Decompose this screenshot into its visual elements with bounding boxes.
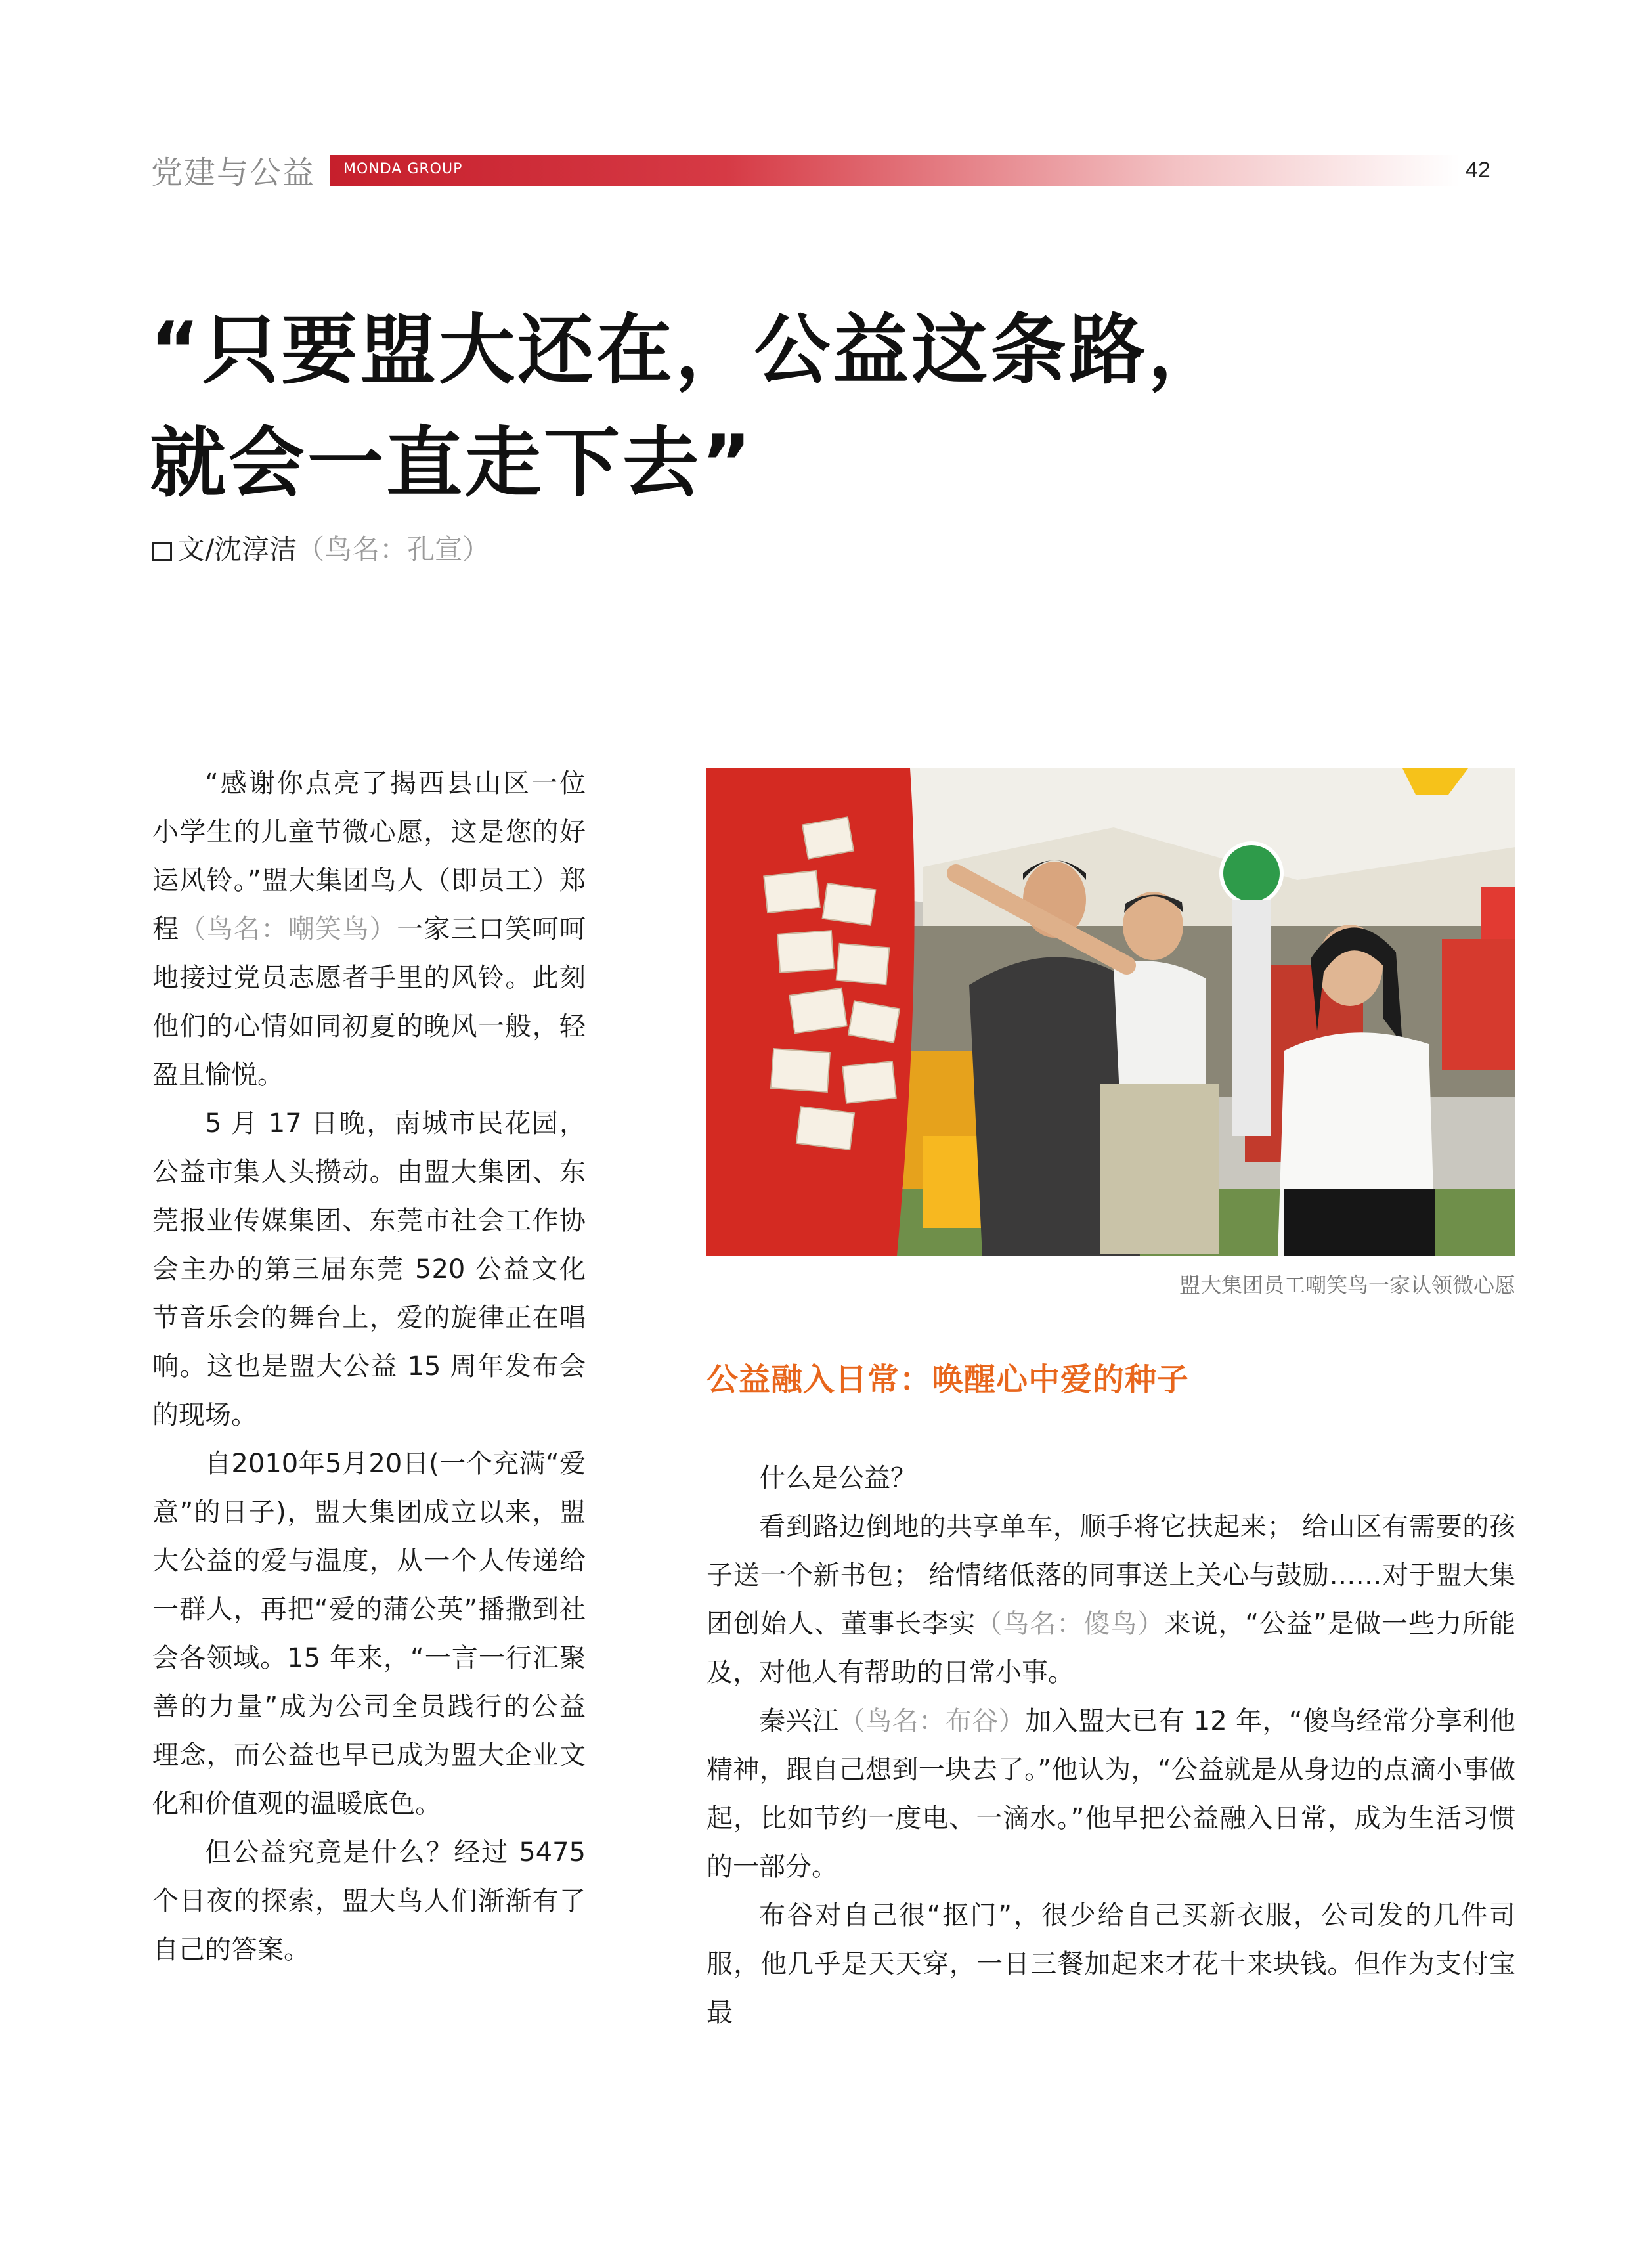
square-icon [152, 542, 172, 561]
body-paragraph [152, 1099, 586, 1439]
paragraph-text: 5 月 17 日晚，南城市民花园，公益市集人头攒动。由盟大集团、东莞报业传媒集团、东莞市社会工作协会主办的第三届东莞 520 公益文化节音乐会的舞台上，爱的旋律正在唱响。这也是盟大公益 15 周年发布会的现场。 [152, 1108, 586, 1430]
section-subheading: 公益融入日常：唤醒心中爱的种子 [706, 1361, 1190, 1398]
bird-name-alias: （鸟名：嘲笑鸟） [179, 914, 397, 944]
header-bar [330, 155, 1460, 186]
left-column [152, 759, 586, 1974]
brand-label: MONDA GROUP [343, 161, 463, 177]
article-photo [706, 768, 1515, 1256]
bird-name-alias: （鸟名：布谷） [838, 1706, 1026, 1736]
body-paragraph [706, 1891, 1515, 2037]
article-title-line-2: 就会一直走下去” [150, 419, 754, 508]
paragraph-text: 布谷对自己很“抠门”，很少给自己买新衣服，公司发的几件司服，他几乎是天天穿，一日三餐加起来才花十来块钱。但作为支付宝最 [706, 1900, 1515, 2028]
paragraph-text: 来说，“公益”是做一些力所能及，对他人有帮助的日常小事。 [706, 1609, 1516, 1688]
byline [152, 528, 490, 567]
body-paragraph [706, 1454, 1515, 1502]
section-label: 党建与公益 [151, 154, 316, 191]
paragraph-text: 加入盟大已有 12 年，“傻鸟经常分享利他精神，跟自己想到一块去了。”他认为，“公益就是从身边的点滴小事做起，比如节约一度电、一滴水。”他早把公益融入日常，成为生活习惯的一部分。 [706, 1706, 1515, 1882]
byline-alias: （鸟名：孔宣） [297, 533, 490, 565]
paragraph-text: 自2010年5月20日(一个充满“爱意”的日子)，盟大集团成立以来，盟大公益的爱与温度，从一个人传递给一群人，再把“爱的蒲公英”播撒到社会各领域。15 年来，“一言一行汇聚善的力量”成为公司全员践行的公益理念，而公益也早已成为盟大企业文化和价值观的温暖底色。 [152, 1449, 586, 1819]
body-paragraph [152, 1439, 586, 1828]
paragraph-text: 什么是公益？ [759, 1463, 917, 1493]
photo-caption: 盟大集团员工嘲笑鸟一家认领微心愿 [1179, 1273, 1515, 1298]
body-paragraph [152, 759, 586, 1099]
body-paragraph [152, 1828, 586, 1974]
right-column [706, 1454, 1515, 2037]
bird-name-alias: （鸟名：傻鸟） [976, 1609, 1165, 1639]
page-number: 42 [1466, 158, 1490, 183]
body-paragraph [706, 1697, 1515, 1891]
photo-illustration [706, 768, 1515, 1256]
paragraph-text: 但公益究竟是什么？经过 5475 个日夜的探索，盟大鸟人们渐渐有了自己的答案。 [152, 1837, 586, 1965]
body-paragraph [706, 1502, 1515, 1697]
paragraph-text: 一家三口笑呵呵地接过党员志愿者手里的风铃。此刻他们的心情如同初夏的晚风一般，轻盈且愉悦。 [152, 914, 586, 1090]
paragraph-text: “感谢你点亮了揭西县山区一位小学生的儿童节微心愿，这是您的好运风铃。”盟大集团鸟人（即员工）郑程 [152, 768, 586, 944]
paragraph-text: 秦兴江 [759, 1706, 839, 1736]
byline-author: 文/沈淳洁 [177, 533, 297, 565]
article-title-line-1: “只要盟大还在，公益这条路， [150, 306, 1227, 395]
paragraph-text: 看到路边倒地的共享单车，顺手将它扶起来； 给山区有需要的孩子送一个新书包； 给情绪低落的同事送上关心与鼓励……对于盟大集团创始人、董事长李实 [706, 1512, 1515, 1639]
